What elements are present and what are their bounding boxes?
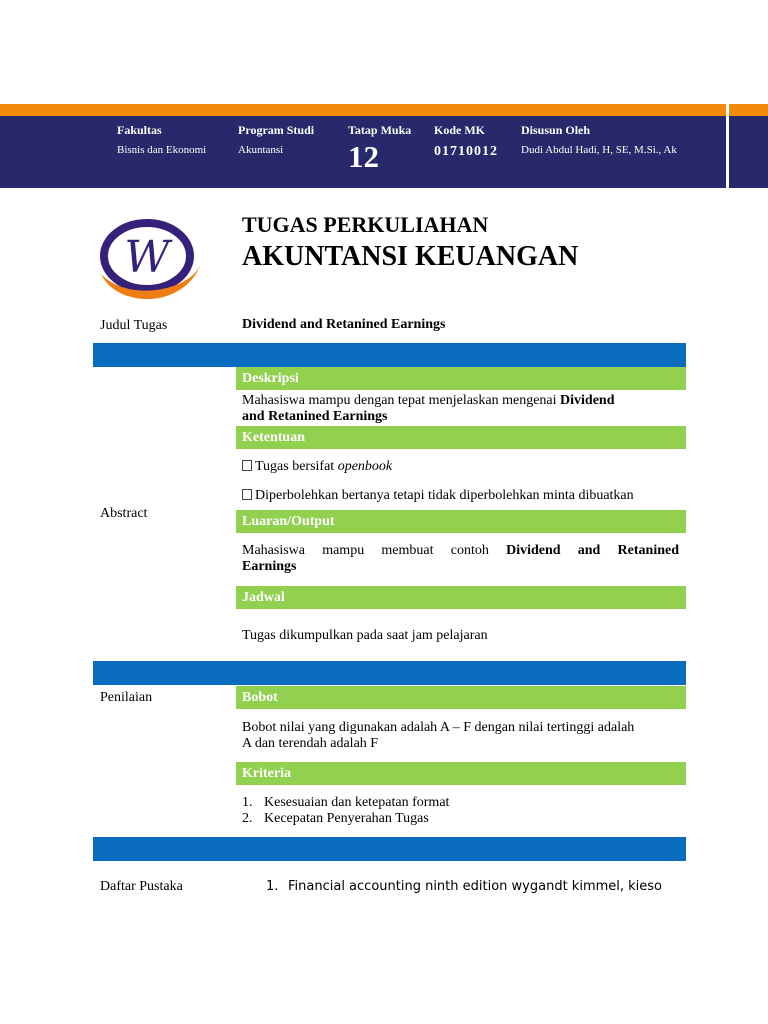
- doc-title-line2: AKUNTANSI KEUANGAN: [242, 241, 579, 272]
- kriteria-item: [242, 795, 449, 811]
- header-program-studi: [238, 123, 314, 157]
- disusun-oleh-label: Disusun Oleh: [521, 123, 591, 137]
- ketentuan-item: [242, 488, 634, 504]
- judul-tugas-label: Judul Tugas: [100, 318, 168, 333]
- penilaian-label: Penilaian: [100, 690, 153, 705]
- luaran-prefix: Mahasiswa mampu membuat contoh: [242, 543, 507, 558]
- kriteria-heading: Kriteria: [236, 762, 686, 785]
- jadwal-heading: Jadwal: [236, 586, 686, 609]
- bobot-heading: Bobot: [236, 686, 686, 709]
- judul-tugas-value: Dividend and Retanined Earnings: [242, 317, 446, 332]
- header-kode-mk: [434, 123, 498, 160]
- bobot-line-1: Bobot nilai yang digunakan adalah A – F dengan nilai tertinggi adalah: [242, 720, 635, 735]
- university-w-logo-icon: [97, 212, 205, 308]
- deskripsi-prefix: Mahasiswa mampu dengan tepat menjelaskan mengenai: [242, 393, 561, 408]
- section-divider-2: [93, 661, 686, 685]
- section-divider-3: [93, 837, 686, 861]
- deskripsi-heading: Deskripsi: [236, 367, 686, 390]
- section-divider-1: [93, 343, 686, 367]
- svg-text:W: W: [124, 232, 170, 283]
- luaran-heading: Luaran/Output: [236, 510, 686, 533]
- luaran-line-2: [242, 559, 679, 575]
- ketentuan-item-text: Diperbolehkan bertanya tetapi tidak diperbolehkan minta dibuatkan: [255, 488, 634, 503]
- kode-mk-label: Kode MK: [434, 123, 485, 137]
- header-tatap-muka: [348, 123, 411, 173]
- luaran-text: [242, 543, 679, 575]
- luaran-bold-2: Earnings: [242, 559, 297, 574]
- header-band-right: [729, 116, 768, 188]
- header-orange-stripe-right: [729, 104, 768, 116]
- bobot-text: [242, 720, 679, 752]
- tatap-muka-label: Tatap Muka: [348, 123, 412, 137]
- doc-title-line1: TUGAS PERKULIAHAN: [242, 212, 489, 237]
- deskripsi-text: [242, 393, 679, 425]
- header-orange-stripe: [0, 104, 726, 116]
- checkbox-bullet-icon: [242, 489, 252, 500]
- kriteria-item: [242, 811, 429, 827]
- tatap-muka-value: 12: [348, 139, 379, 174]
- deskripsi-bold-1: Dividend: [560, 393, 615, 408]
- disusun-oleh-value: Dudi Abdul Hadi, H, SE, M.Si., Ak: [521, 144, 677, 156]
- kode-mk-value: 01710012: [434, 144, 498, 159]
- kriteria-item-text: Kesesuaian dan ketepatan format: [264, 795, 450, 810]
- abstract-label: Abstract: [100, 506, 148, 521]
- reference-text: Financial accounting ninth edition wygandt kimmel, kieso: [288, 879, 663, 894]
- luaran-bold-1: Dividend and Retanined: [506, 543, 680, 558]
- ketentuan-item: [242, 459, 392, 475]
- kriteria-item-text: Kecepatan Penyerahan Tugas: [264, 811, 429, 826]
- checkbox-bullet-icon: [242, 460, 252, 471]
- ketentuan-item-text: Tugas bersifat: [255, 459, 338, 474]
- kriteria-item-number: 2.: [242, 811, 253, 826]
- daftar-pustaka-label: Daftar Pustaka: [100, 879, 183, 894]
- deskripsi-bold-2: and Retanined Earnings: [242, 409, 388, 424]
- ketentuan-heading: Ketentuan: [236, 426, 686, 449]
- prodi-value: Akuntansi: [238, 144, 284, 156]
- luaran-line-1: [242, 543, 679, 559]
- header-fakultas: [117, 123, 206, 157]
- ketentuan-item-italic: openbook: [337, 459, 393, 474]
- bobot-line-2: A dan terendah adalah F: [242, 736, 379, 751]
- reference-item: [266, 879, 662, 895]
- jadwal-text: Tugas dikumpulkan pada saat jam pelajaran: [242, 628, 488, 643]
- prodi-label: Program Studi: [238, 123, 315, 137]
- fakultas-label: Fakultas: [117, 123, 162, 137]
- fakultas-value: Bisnis dan Ekonomi: [117, 144, 207, 156]
- kriteria-item-number: 1.: [242, 795, 253, 810]
- reference-number: 1.: [266, 879, 279, 894]
- header-disusun-oleh: [521, 123, 677, 157]
